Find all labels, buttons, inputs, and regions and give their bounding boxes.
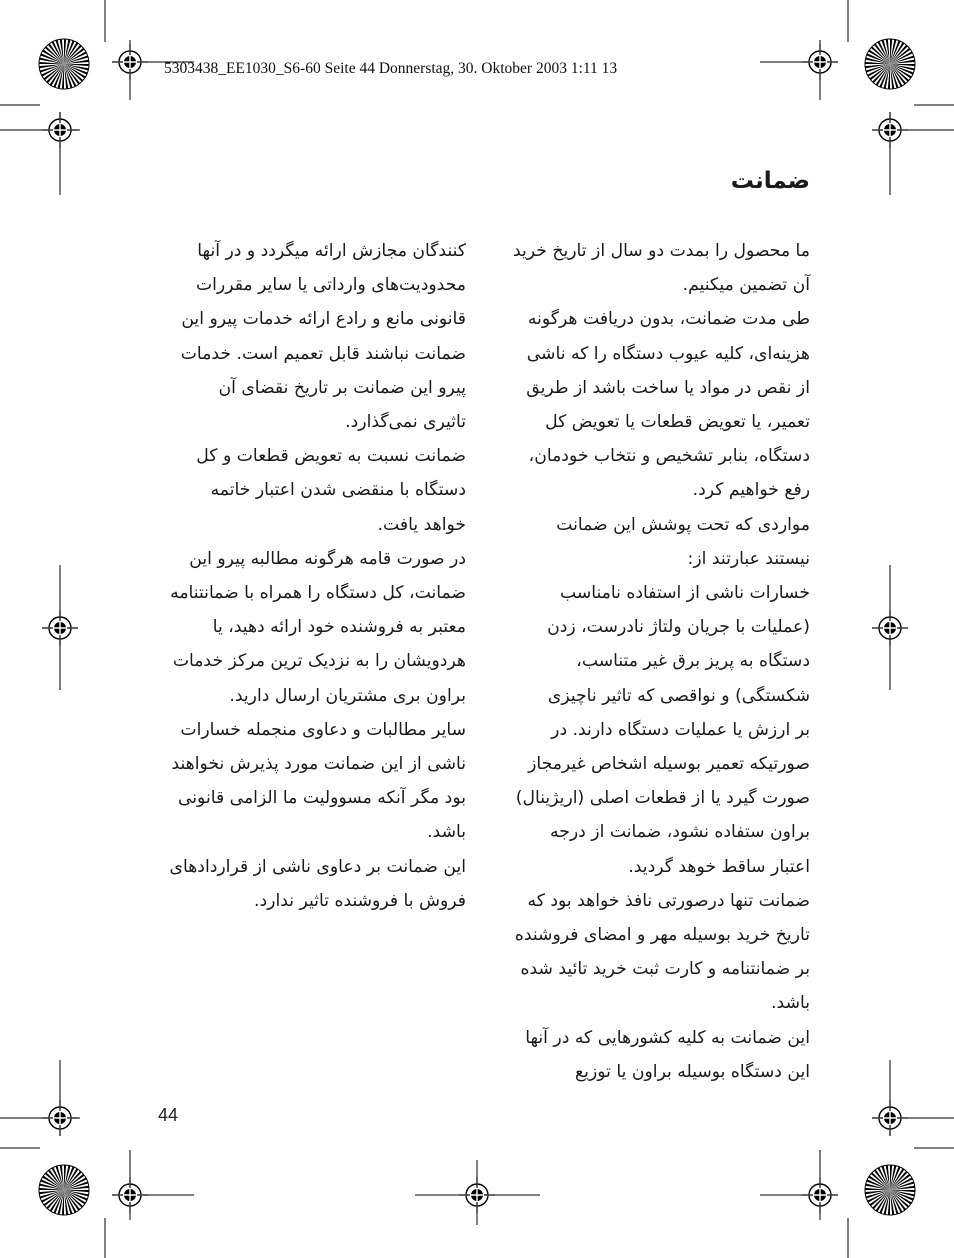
text-line: این ضمانت بر دعاوی ناشی از قراردادهای xyxy=(169,856,466,877)
text-line: این دستگاه بوسیله براون یا توزیع xyxy=(575,1061,810,1082)
text-line: مواردی که تحت پوشش این ضمانت xyxy=(556,514,810,535)
text-line: کنندگان مجازش ارائه میگردد و در آنها xyxy=(197,241,466,261)
text-line: بر ضمانتنامه و کارت ثبت خرید تائید شده xyxy=(520,959,810,980)
page-number: 44 xyxy=(158,1105,179,1125)
text-column-left xyxy=(136,234,466,918)
registration-target-icon xyxy=(872,112,908,148)
text-line: محدودیت‌های وارداتی یا سایر مقررات xyxy=(195,275,466,296)
text-line: هزینه‌ای، کلیه عیوب دستگاه را که ناشی xyxy=(526,343,810,364)
text-column-right xyxy=(480,234,810,1089)
text-line: صورت گیرد یا از قطعات اصلی (اریژینال) xyxy=(515,788,810,809)
text-line: از نقص در مواد یا ساخت باشد از طریق xyxy=(526,377,810,398)
text-line: معتبر به فروشنده خود ارائه دهید، یا xyxy=(212,617,466,638)
text-line: آن تضمین میکنیم. xyxy=(682,275,810,296)
registration-target-icon xyxy=(42,112,78,148)
text-line: بر ارزش یا عملیات دستگاه دارند. در xyxy=(551,719,810,740)
text-line: این ضمانت به کلیه کشورهایی که در آنها xyxy=(525,1027,810,1048)
text-line: خسارات ناشی از استفاده نامناسب xyxy=(559,583,810,604)
text-line: ما محصول را بمدت دو سال از تاریخ خرید xyxy=(513,241,810,261)
starburst-target-icon xyxy=(865,1165,915,1215)
text-line: طی مدت ضمانت، بدون دریافت هرگونه xyxy=(527,309,810,330)
text-line: خواهد یافت. xyxy=(377,514,466,535)
text-line: دستگاه به پریز برق غیر متناسب، xyxy=(576,651,810,672)
text-line: ضمانت نسبت به تعویض قطعات و کل xyxy=(196,446,466,467)
registration-target-icon xyxy=(42,610,78,646)
text-line: هردویشان را به نزدیک ترین مرکز خدمات xyxy=(172,651,466,672)
registration-target-icon xyxy=(872,610,908,646)
registration-target-icon xyxy=(112,44,148,80)
text-line: تاریخ خرید بوسیله مهر و امضای فروشنده xyxy=(514,925,810,946)
text-line: رفع خواهیم کرد. xyxy=(692,480,810,501)
text-line: پیرو این ضمانت بر تاریخ نقضای آن xyxy=(218,377,466,398)
text-line: دستگاه، بنابر تشخیص و نتخاب خودمان، xyxy=(528,446,810,467)
text-line: ناشی از این ضمانت مورد پذیرش نخواهند xyxy=(171,754,466,775)
text-line: باشد. xyxy=(771,993,810,1014)
starburst-target-icon xyxy=(865,39,915,89)
registration-target-icon xyxy=(802,1177,838,1213)
text-line: دستگاه با منقضی شدن اعتبار خاتمه xyxy=(210,480,466,501)
text-line: باشد. xyxy=(427,822,466,843)
text-line: شکستگی) و نواقصی که تاثیر ناچیزی xyxy=(547,685,810,706)
text-line: اعتبار ساقط خوهد گردید. xyxy=(628,856,810,877)
text-line: بود مگر آنکه مسوولیت ما الزامی قانونی xyxy=(177,788,466,809)
text-line: براون بری مشتریان ارسال دارید. xyxy=(229,685,466,706)
registration-target-icon xyxy=(802,44,838,80)
registration-target-icon xyxy=(42,1100,78,1136)
registration-target-icon xyxy=(872,1100,908,1136)
text-line: قانونی مانع و رادع ارائه خدمات پیرو این xyxy=(181,309,466,330)
page-title: ضمانت xyxy=(730,168,810,194)
text-line: براون ستفاده نشود، ضمانت از درجه xyxy=(550,822,810,843)
text-line: در صورت قامه هرگونه مطالبه پیرو این xyxy=(189,548,466,569)
starburst-target-icon xyxy=(39,1165,89,1215)
text-line: ضمانت، کل دستگاه را همراه با ضمانتنامه xyxy=(170,583,466,604)
text-line: صورتیکه تعمیر بوسیله اشخاص غیرمجاز xyxy=(528,754,810,775)
text-line: تاثیری نمی‌گذارد. xyxy=(345,412,466,433)
registration-target-icon xyxy=(459,1177,495,1213)
text-line: تعمیر، یا تعویض قطعات یا تعویض کل xyxy=(545,412,810,433)
text-line: (عملیات با جریان ولتاژ نادرست، زدن xyxy=(547,617,810,638)
registration-target-icon xyxy=(112,1177,148,1213)
text-line: سایر مطالبات و دعاوی منجمله خسارات xyxy=(180,719,466,740)
text-line: فروش با فروشنده تاثیر ندارد. xyxy=(254,890,466,911)
print-slug: 5303438_EE1030_S6-60 Seite 44 Donnerstag, 30. Oktober 2003 1:11 13 xyxy=(164,60,618,77)
starburst-target-icon xyxy=(39,39,89,89)
text-line: نیستند عبارتند از: xyxy=(687,548,810,569)
text-line: ضمانت نباشند قابل تعمیم است. خدمات xyxy=(180,343,466,364)
text-line: ضمانت تنها درصورتی نافذ خواهد بود که xyxy=(527,890,810,911)
